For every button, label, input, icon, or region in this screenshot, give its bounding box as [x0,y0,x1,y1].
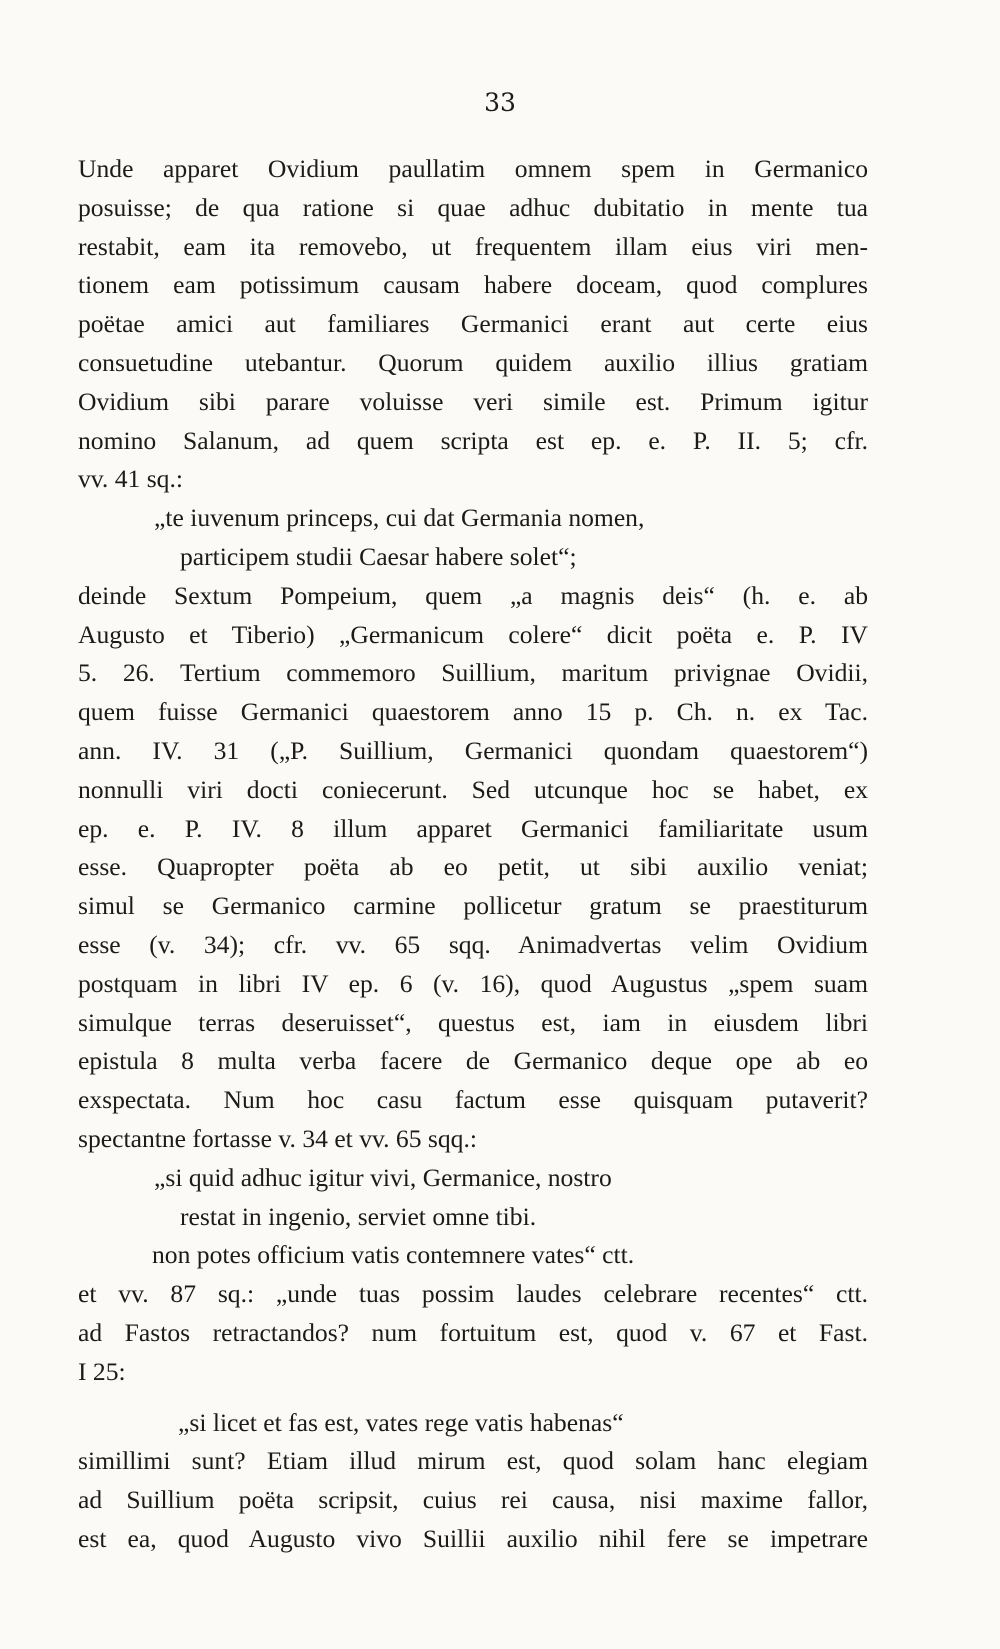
text-line: restabit, eam ita removebo, ut frequentem illam eius viri men- [78,231,868,261]
page-number: 33 [484,88,516,117]
text-line: simillimi sunt? Etiam illud mirum est, quod solam hanc elegiam [78,1446,868,1476]
text-line: posuisse; de qua ratione si quae adhuc dubitatio in mente tua [78,192,868,222]
text-line: tionem eam potissimum causam habere doceam, quod complures [78,270,868,300]
text-line: ann. IV. 31 („P. Suillium, Germanici quondam quaestorem“) [78,735,868,765]
text-line: 5. 26. Tertium commemoro Suillium, maritum privignae Ovidii, [78,658,868,688]
text-line: Unde apparet Ovidium paullatim omnem spem in Germanico [78,154,868,183]
text-line: poëtae amici aut familiares Germanici erant aut certe eius [78,309,868,339]
quote-line: non potes officium vatis contemnere vates“ ctt. [152,1240,635,1270]
body-text [78,150,868,1559]
quote-line: „si licet et fas est, vates rege vatis habenas“ [178,1407,624,1437]
line-gap [78,1392,868,1404]
text-line: exspectata. Num hoc casu factum esse quisquam putaverit? [78,1085,868,1115]
text-line: est ea, quod Augusto vivo Suillii auxilio nihil fere se impetrare [78,1523,868,1553]
quote-line: „si quid adhuc igitur vivi, Germanice, nostro [154,1162,612,1192]
text-line: vv. 41 sq.: [78,464,183,494]
text-line: ad Fastos retractandos? num fortuitum est, quod v. 67 et Fast. [78,1317,868,1347]
text-line: ep. e. P. IV. 8 illum apparet Germanici familiaritate usum [78,813,868,843]
text-line: I 25: [78,1356,126,1386]
text-line: quem fuisse Germanici quaestorem anno 15 p. Ch. n. ex Tac. [78,697,868,727]
quote-line: restat in ingenio, serviet omne tibi. [180,1201,537,1231]
text-line: deinde Sextum Pompeium, quem „a magnis deis“ (h. e. ab [78,580,868,610]
text-line: postquam in libri IV ep. 6 (v. 16), quod Augustus „spem suam [78,968,868,998]
text-line: nonnulli viri docti coniecerunt. Sed utcunque hoc se habet, ex [78,774,868,804]
text-line: et vv. 87 sq.: „unde tuas possim laudes celebrare recentes“ ctt. [78,1279,868,1309]
text-line: simul se Germanico carmine pollicetur gratum se praestiturum [78,891,868,921]
text-line: Ovidium sibi parare voluisse veri simile est. Primum igitur [78,386,868,416]
text-line: nomino Salanum, ad quem scripta est ep. e. P. II. 5; cfr. [78,425,868,455]
quote-line: „te iuvenum princeps, cui dat Germania nomen, [154,503,645,533]
text-line: spectantne fortasse v. 34 et vv. 65 sqq.: [78,1123,477,1153]
text-line: ad Suillium poëta scripsit, cuius rei causa, nisi maxime fallor, [78,1485,868,1515]
text-line: simulque terras deseruisset“, questus est, iam in eiusdem libri [78,1007,868,1037]
text-line: consuetudine utebantur. Quorum quidem auxilio illius gratiam [78,347,868,377]
quote-line: participem studii Caesar habere solet“; [180,541,577,571]
text-line: Augusto et Tiberio) „Germanicum colere“ dicit poëta e. P. IV [78,619,868,649]
text-line: esse (v. 34); cfr. vv. 65 sqq. Animadvertas velim Ovidium [78,929,868,959]
text-line: epistula 8 multa verba facere de Germanico deque ope ab eo [78,1046,868,1076]
text-line: esse. Quapropter poëta ab eo petit, ut sibi auxilio veniat; [78,852,868,882]
